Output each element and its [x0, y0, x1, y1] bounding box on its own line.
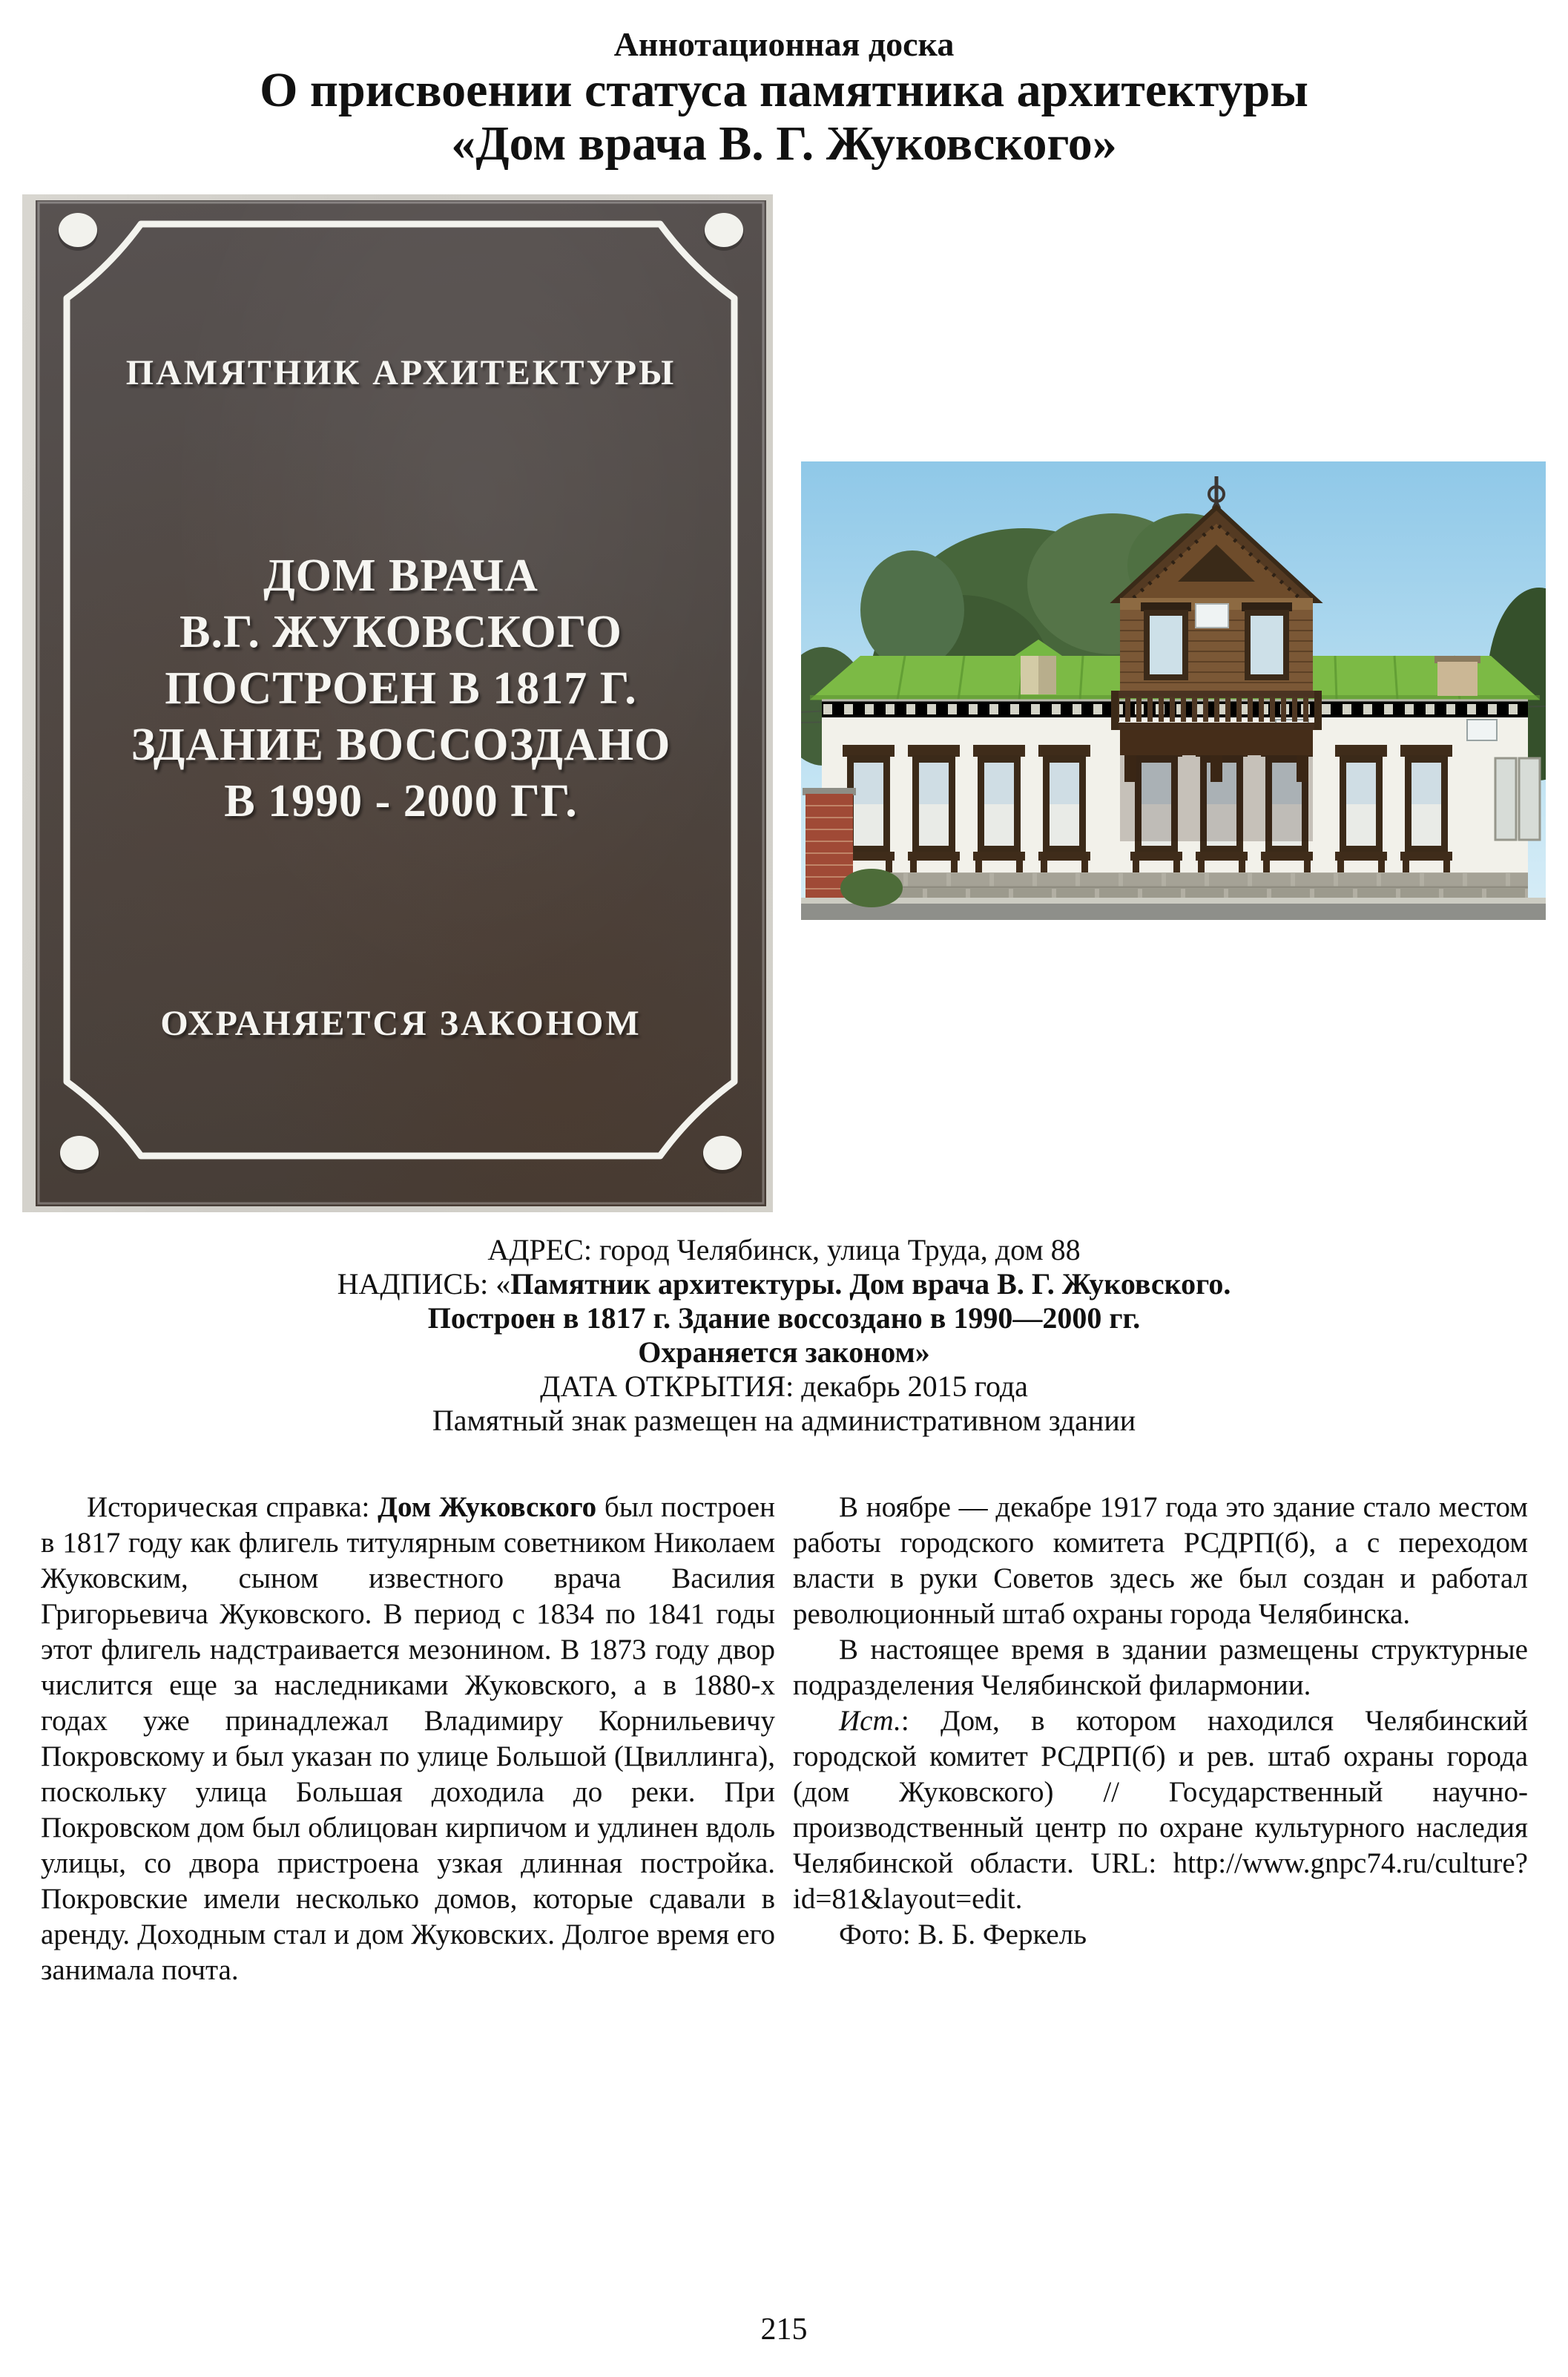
- page-title-line-2: «Дом врача В. Г. Жуковского»: [451, 116, 1117, 171]
- building-illustration: [801, 461, 1546, 920]
- plaque-line-3: ПОСТРОЕН В 1817 Г.: [165, 663, 637, 714]
- source-paragraph: Ист.: Дом, в котором находился Челябинский городской комитет РСДРП(б) и рев. штаб охраны города (дом Жуковского) // Государственный научно-производственный центр по охране культурного наследия Челябинской области. URL: http://www.gnpc74.ru/culture?id=81&layout=edit.: [793, 1705, 1528, 1915]
- caption-address: АДРЕС: город Челябинск, улица Труда, дом 88: [487, 1233, 1081, 1266]
- body-column-left: [41, 1490, 775, 1988]
- plaque-line-5: В 1990 - 2000 ГГ.: [224, 776, 578, 826]
- photo-credit: Фото: В. Б. Феркель: [839, 1919, 1087, 1950]
- page-title-line-1: О присвоении статуса памятника архитектуры: [260, 63, 1308, 117]
- plaque-line-4: ЗДАНИЕ ВОССОЗДАНО: [131, 720, 671, 770]
- page-number: 215: [760, 2312, 808, 2347]
- page-title: [0, 64, 1568, 171]
- caption-block: [0, 1233, 1568, 1438]
- section-kicker: Аннотационная доска: [613, 25, 955, 63]
- caption-inscription-line-3: Охраняется законом»: [638, 1335, 930, 1369]
- history-paragraph: Историческая справка: Дом Жуковского был построен в 1817 году как флигель титулярным советником Николаем Жуковским, сыном известного врача Василия Григорьевича Жуковского. В период с 1834 по 1841 годы этот флигель надстраивается мезонином. В 1873 году двор числится еще за наследниками Жуковского, а в 1880-х годах уже принадлежал Владимиру Корнильевичу Покровскому и был указан по улице Большой (Цвиллинга), поскольку улица Большая доходила до реки. При Покровском дом был облицован кирпичом и удлинен вдоль улицы, со двора пристроена узкая длинная постройка. Покровские имели несколько домов, которые сдавали в аренду. Доходным стал и дом Жуковских. Долгое время его занимала почта.: [41, 1491, 775, 1986]
- caption-opening-date: ДАТА ОТКРЫТИЯ: декабрь 2015 года: [540, 1370, 1028, 1403]
- building-photo: [801, 461, 1546, 920]
- plaque-photo: [22, 194, 773, 1212]
- caption-placement: Памятный знак размещен на административном здании: [432, 1404, 1136, 1437]
- plaque-footer-text: ОХРАНЯЕТСЯ ЗАКОНОМ: [160, 1004, 642, 1043]
- plaque-main-text: [36, 548, 766, 829]
- caption-inscription-line-2: Построен в 1817 г. Здание воссоздано в 1990—2000 гг.: [427, 1301, 1141, 1335]
- right-chimney: [1434, 656, 1480, 696]
- current-use-paragraph: В настоящее время в здании размещены структурные подразделения Челябинской филармонии.: [793, 1634, 1528, 1701]
- plaque-line-2: В.Г. ЖУКОВСКОГО: [179, 607, 622, 657]
- history-paragraph-1917: В ноябре — декабре 1917 года это здание стало местом работы городского комитета РСДРП(б), а с переходом власти в руки Советов здесь же был создан и работал революционный штаб охраны города Челябинска.: [793, 1491, 1528, 1630]
- caption-inscription-line-1: НАДПИСЬ: «Памятник архитектуры. Дом врача В. Г. Жуковского.: [337, 1267, 1231, 1301]
- plaque-header-text: ПАМЯТНИК АРХИТЕКТУРЫ: [125, 353, 676, 392]
- plaque-board: [36, 200, 766, 1206]
- plaque-line-1: ДОМ ВРАЧА: [263, 550, 538, 601]
- street: [801, 898, 1546, 920]
- body-column-right: [793, 1490, 1528, 1953]
